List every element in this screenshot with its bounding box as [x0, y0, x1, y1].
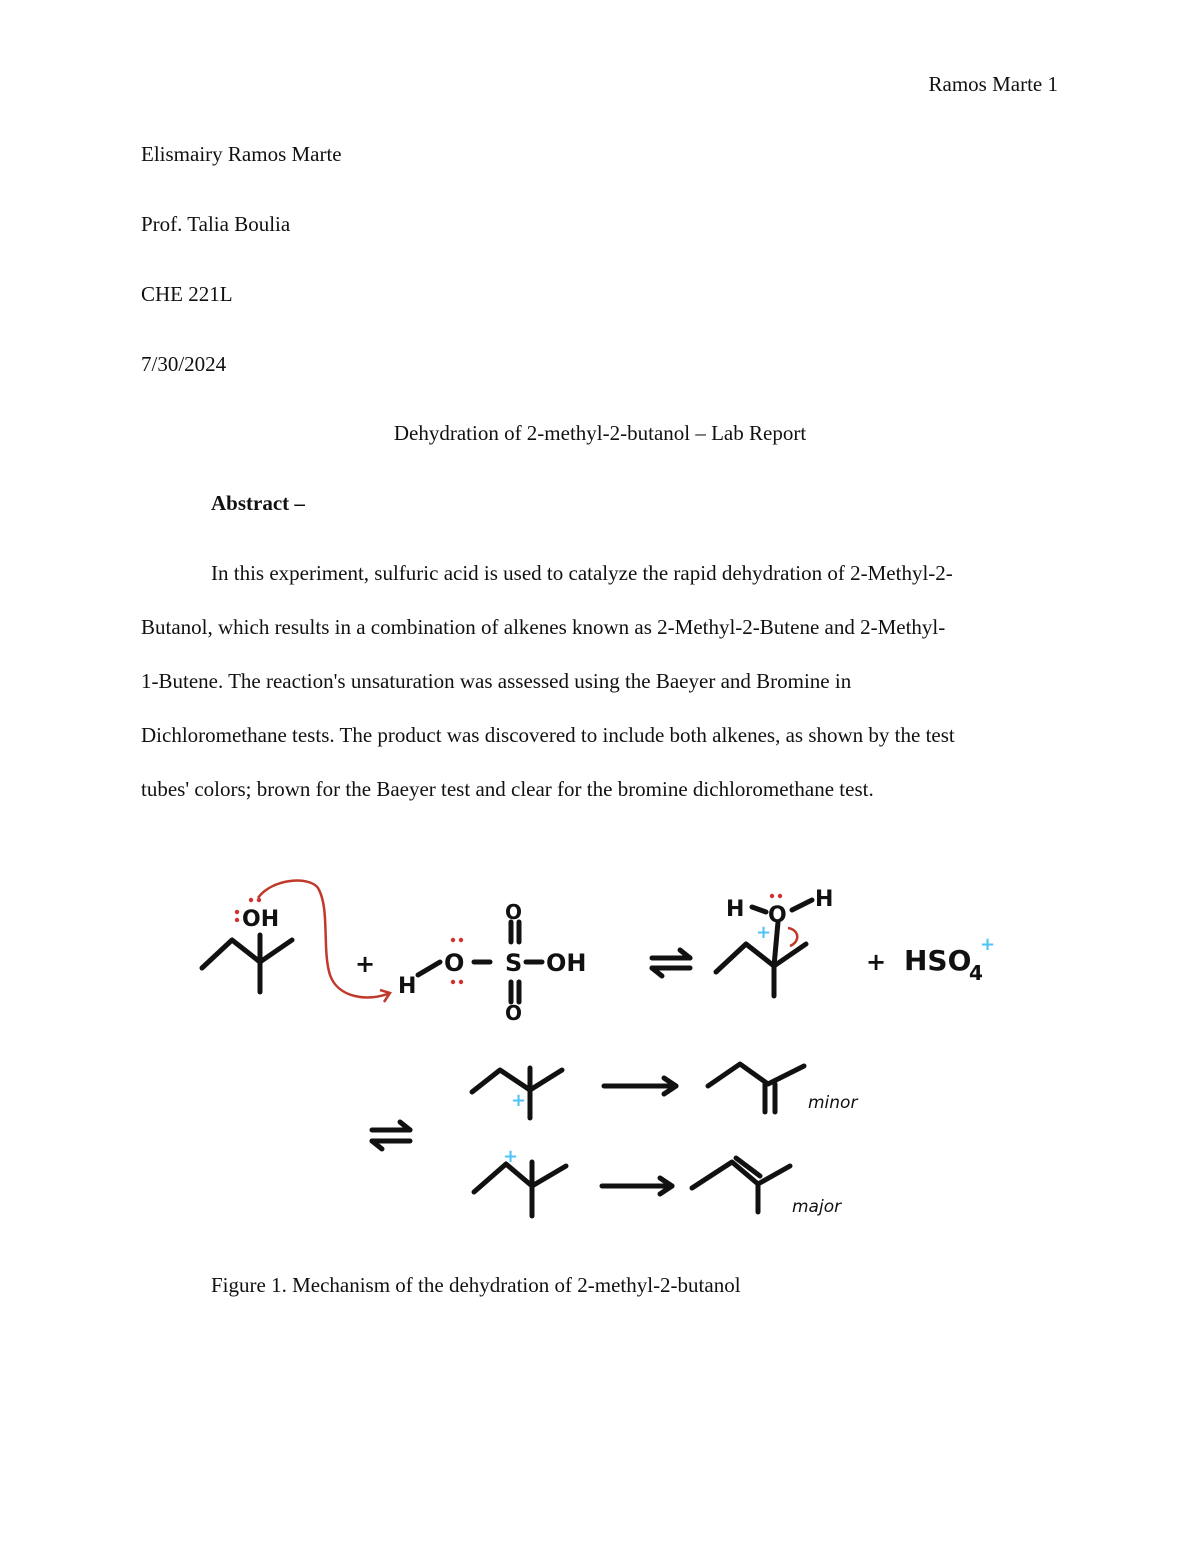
abstract-line-4: Dichloromethane tests. The product was discovered to include both alkenes, as shown by the test [141, 723, 955, 747]
oxonium-o-label: O [768, 903, 787, 928]
abstract-heading: Abstract – [211, 491, 305, 515]
hydroxyl-label: OH [242, 907, 280, 932]
carbocation-bottom-skeleton [474, 1164, 566, 1192]
h-o-bond [418, 962, 440, 975]
professor-name: Prof. Talia Boulia [141, 212, 291, 236]
carbocation-top-charge: + [511, 1090, 527, 1111]
bisulfate-subscript: 4 [969, 961, 983, 985]
alcohol-skeleton [202, 940, 292, 968]
oxonium-h-right-label: H [815, 887, 834, 912]
acid-o-label: O [444, 949, 465, 977]
sulfur-o-top-label: O [505, 900, 523, 924]
abstract-line-3: 1-Butene. The reaction's unsaturation was assessed using the Baeyer and Bromine in [141, 669, 852, 693]
sulfur-o-bottom-label: O [505, 1001, 523, 1025]
oxonium-h-o-bond-right [792, 900, 812, 910]
abstract-line-2: Butanol, which results in a combination of alkenes known as 2-Methyl-2-Butene and 2-Methyl- [141, 615, 946, 639]
course-code: CHE 221L [141, 282, 233, 306]
major-label: major [792, 1197, 842, 1217]
sulfur-label: S [505, 949, 523, 977]
carbocation-bottom-charge: + [503, 1146, 519, 1167]
oxonium-charge: + [756, 922, 772, 943]
sulfur-oh-label: OH [546, 949, 587, 977]
bisulfate-charge: + [980, 934, 996, 955]
oxonium-o-bond [774, 922, 778, 966]
report-date: 7/30/2024 [141, 352, 227, 376]
bisulfate-label: HSO [904, 944, 972, 977]
major-product-skeleton [692, 1162, 790, 1188]
figure-caption: Figure 1. Mechanism of the dehydration of 2-methyl-2-butanol [211, 1273, 741, 1297]
running-head: Ramos Marte 1 [928, 72, 1058, 96]
electron-arrow-oh-to-h [258, 881, 390, 998]
oxonium-h-left-label: H [726, 897, 745, 922]
acid-h-label: H [398, 974, 417, 999]
abstract-line-5: tubes' colors; brown for the Baeyer test and clear for the bromine dichloromethane test. [141, 777, 874, 801]
abstract-line-1: In this experiment, sulfuric acid is used to catalyze the rapid dehydration of 2-Methyl-2- [211, 561, 953, 585]
oxonium-h-o-bond-left [752, 907, 766, 912]
plus-sign-2: + [866, 948, 887, 976]
carbocation-top-skeleton [472, 1070, 562, 1092]
oxonium-skeleton [716, 944, 806, 972]
oxonium-leaving-arrow [788, 928, 797, 946]
plus-sign-1: + [355, 950, 376, 978]
minor-label: minor [808, 1093, 858, 1113]
author-name: Elismairy Ramos Marte [141, 142, 342, 166]
minor-product-skeleton [708, 1064, 804, 1086]
mechanism-figure [0, 860, 1200, 1260]
report-title: Dehydration of 2-methyl-2-butanol – Lab Report [393, 421, 807, 445]
